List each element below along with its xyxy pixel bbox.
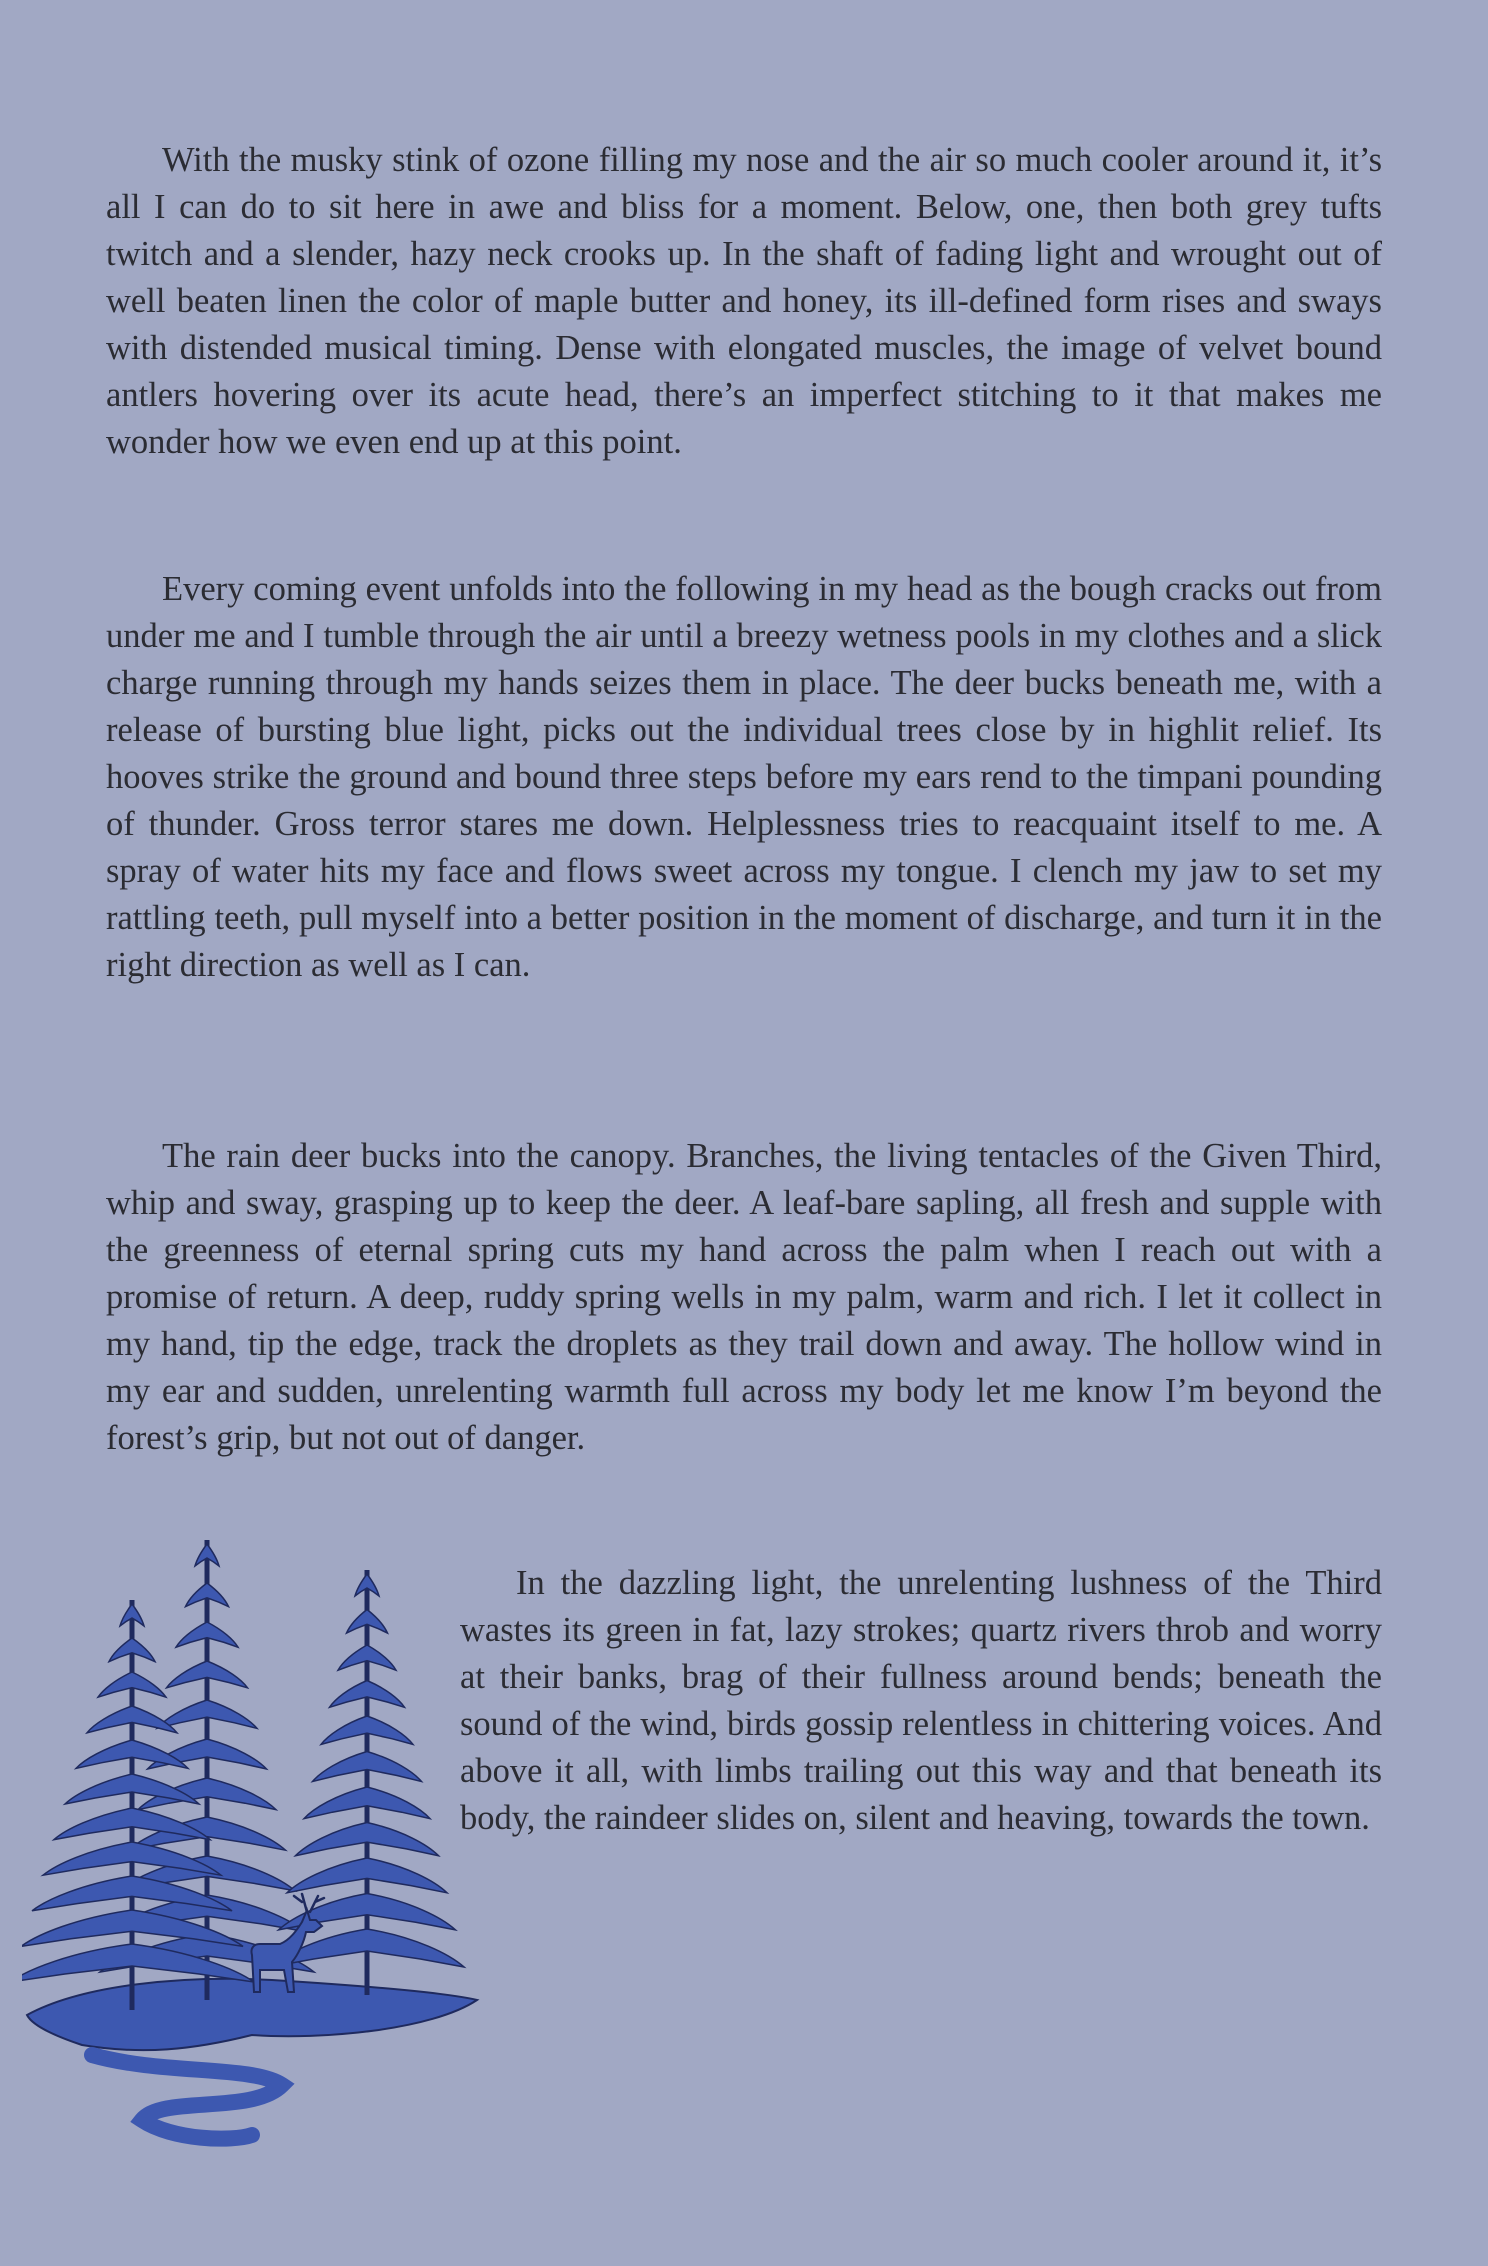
- river-squiggle: [92, 2055, 282, 2139]
- pine-trees-deer-icon: [22, 1530, 482, 2160]
- paragraph-3: The rain deer bucks into the canopy. Branches, the living tentacles of the Given Third, whip and sway, grasping up to keep the deer. A leaf-bare sapling, all fresh and supple with the greenness of eternal spring cuts my hand across the palm when I reach out with a promise of return. A deep, ruddy spring wells in my palm, warm and rich. I let it collect in my hand, tip the edge, track the droplets as they trail down and away. The hollow wind in my ear and sudden, unrelenting warmth full across my body let me know I’m beyond the forest’s grip, but not out of danger.: [106, 1137, 1382, 1457]
- paragraph-1: With the musky stink of ozone filling my nose and the air so much cooler around it, it’s all I can do to sit here in awe and bliss for a moment. Below, one, then both grey tufts twitch and a slender, hazy neck crooks up. In the shaft of fading light and wrought out of well beaten linen the color of maple butter and honey, its ill-defined form rises and sways with distended musical timing. Dense with elongated muscles, the image of velvet bound antlers hovering over its acute head, there’s an imperfect stitching to it that makes me wonder how we even end up at this point.: [106, 141, 1382, 461]
- paragraph-4: In the dazzling light, the unrelenting lushness of the Third wastes its green in fat, lazy strokes; quartz rivers throb and worry at their banks, brag of their fullness around bends; beneath the sound of the wind, birds gossip relentless in chittering voices. And above it all, with limbs trailing out this way and that beneath its body, the raindeer slides on, silent and heaving, towards the town.: [460, 1564, 1382, 1837]
- paragraph-2: Every coming event unfolds into the following in my head as the bough cracks out from under me and I tumble through the air until a breezy wetness pools in my clothes and a slick charge running through my hands seizes them in place. The deer bucks beneath me, with a release of bursting blue light, picks out the individual trees close by in highlit relief. Its hooves strike the ground and bound three steps before my ears rend to the timpani pounding of thunder. Gross terror stares me down. Helplessness tries to reacquaint itself to me. A spray of water hits my face and flows sweet across my tongue. I clench my jaw to set my rattling teeth, pull myself into a better position in the moment of discharge, and turn it in the right direction as well as I can.: [106, 570, 1382, 984]
- island-ground: [27, 1979, 477, 2050]
